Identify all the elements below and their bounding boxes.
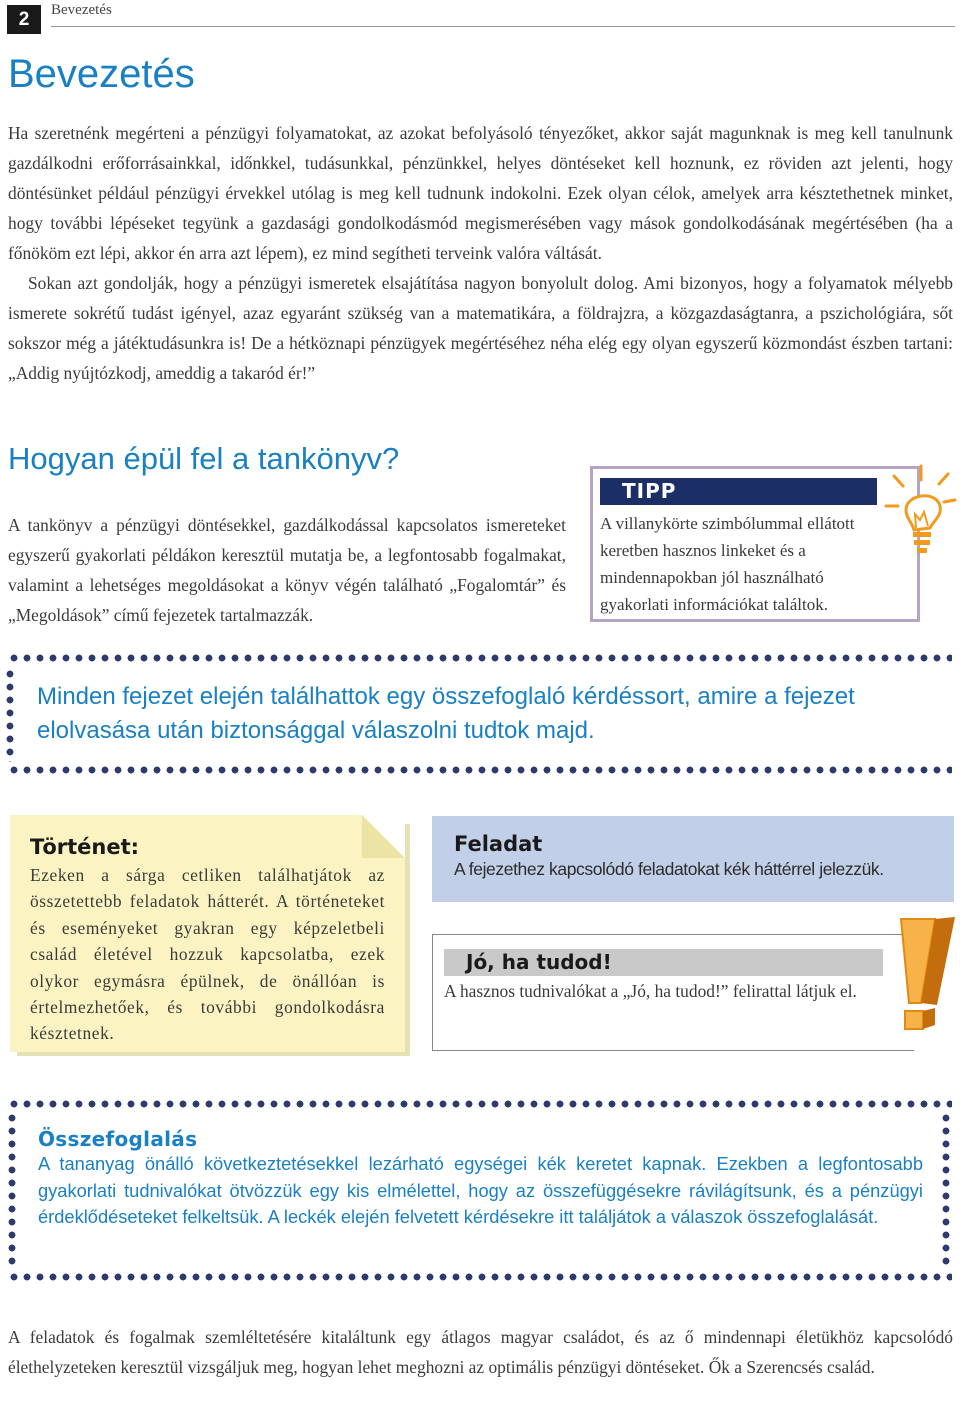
chapter-box-border-top [10, 654, 952, 662]
tip-text: A villanykörte szimbólummal ellátott keretben hasznos linkeket és a mindennapokban jól használható gyakorlati információkat találtok. [600, 514, 855, 614]
exclamation-icon [873, 915, 957, 1035]
intro-section [8, 118, 953, 388]
story-text: Ezeken a sárga cetliken találhatjátok az összetettebb feladatok hátterét. A történeteket és eseményeket gyakran egy képzeletbeli család életével hozzuk kapcsolatba, ezek olykor egymásra épülnek, de önállóan is értelmezhetőek, és további gondolkodásra késztetnek. [30, 865, 385, 1044]
section-heading: Hogyan épül fel a tankönyv? [8, 441, 400, 476]
know-text: A hasznos tudnivalókat a „Jó, ha tudod!” felirattal látjuk el. [444, 981, 857, 1001]
section-text [8, 510, 566, 630]
intro-paragraph-2: Sokan azt gondolják, hogy a pénzügyi ismeretek elsajátítása nagyon bonyolult dolog. Ami bizonyos, hogy a folyamatok mélyebb ismerete sokrétű tudást igényel, azaz egyaránt szükség van a matematikára, a földrajzra, a közgazdaságtanra, a pszichológiára, sőt sokszor még a játéktudásunkra is! De a hétköznapi pénzügyek megértéséhez néha elég egy olyan egyszerű közmondást észben tartani: „Addig nyújtózkodj, ameddig a takaród ér!” [8, 273, 953, 383]
page-number: 2 [7, 5, 41, 34]
summary-box-border-right [942, 1114, 950, 1270]
know-title: Jó, ha tudod! [444, 949, 883, 976]
page-title: Bevezetés [8, 52, 195, 96]
tip-title: TIPP [600, 478, 877, 505]
summary-text: A tananyag önálló következtetésekkel lezárható egységei kék keretet kapnak. Ezekben a legfontosabb gyakorlati tudnivalókat ötvözzük egy kis elmélettel, hogy az összefüggésekre rávilágítsunk, és a pénzügyi érdeklődéseteket felkeltsük. A leckék elején felvetett kérdésekre itt találjátok a válaszok összefoglalását. [38, 1153, 923, 1227]
chapter-box-border-bottom [10, 766, 952, 774]
intro-paragraph-1: Ha szeretnénk megérteni a pénzügyi folyamatokat, az azokat befolyásoló tényezőket, akkor saját magunknak is meg kell tanulnunk gazdálkodni erőforrásainkkal, időnkkel, tudásunkkal, pénzünkkel, helyes döntéseket kell hoznunk, ez röviden azt jelenti, hogy döntésünket például pénzügyi érvekkel utólag is meg kell tudnunk indokolni. Ezek olyan célok, amelyek arra késztethetnek minket, hogy további lépéseket tegyünk a gazdasági gondolkodásmód megismerésében vagy mások gondolkodásának megértésében (ha a főnököm ezt lépi, akkor én arra azt lépem), ez mind segítheti terveink valóra váltását. [8, 123, 953, 263]
summary-title: Összefoglalás [38, 1127, 198, 1151]
header-rule [51, 26, 955, 27]
task-text: A fejezethez kapcsolódó feladatokat kék háttérrel jelezzük. [454, 859, 884, 879]
running-head: Bevezetés [51, 2, 112, 18]
summary-box-border-bottom [10, 1273, 952, 1281]
task-title: Feladat [454, 832, 543, 856]
chapter-box-border-left [6, 670, 14, 762]
story-note-fold [362, 815, 405, 858]
lightbulb-icon [884, 462, 958, 558]
section-paragraph: A tankönyv a pénzügyi döntésekkel, gazdálkodással kapcsolatos ismereteket egyszerű gyakorlati példákon keresztül mutatja be, a legfontosabb fogalmakat, valamint a lehetséges megoldásokat a könyv végén található „Fogalomtár” és „Megoldások” című fejezetek tartalmazzák. [8, 515, 566, 625]
summary-box-border-left [8, 1114, 16, 1270]
summary-box-border-top [10, 1100, 952, 1108]
story-title: Történet: [30, 835, 140, 859]
closing-paragraph: A feladatok és fogalmak szemléltetésére kitaláltunk egy átlagos magyar családot, és az ő mindennapi életükhöz kapcsolódó élethelyzeteken keresztül vizsgáljuk meg, hogyan lehet meghozni az optimális pénzügyi döntéseket. Ők a Szerencsés család. [8, 1327, 953, 1377]
chapter-box-text: Minden fejezet elején találhattok egy összefoglaló kérdéssort, amire a fejezet elolvasása után biztonsággal válaszolni tudtok majd. [37, 683, 855, 744]
